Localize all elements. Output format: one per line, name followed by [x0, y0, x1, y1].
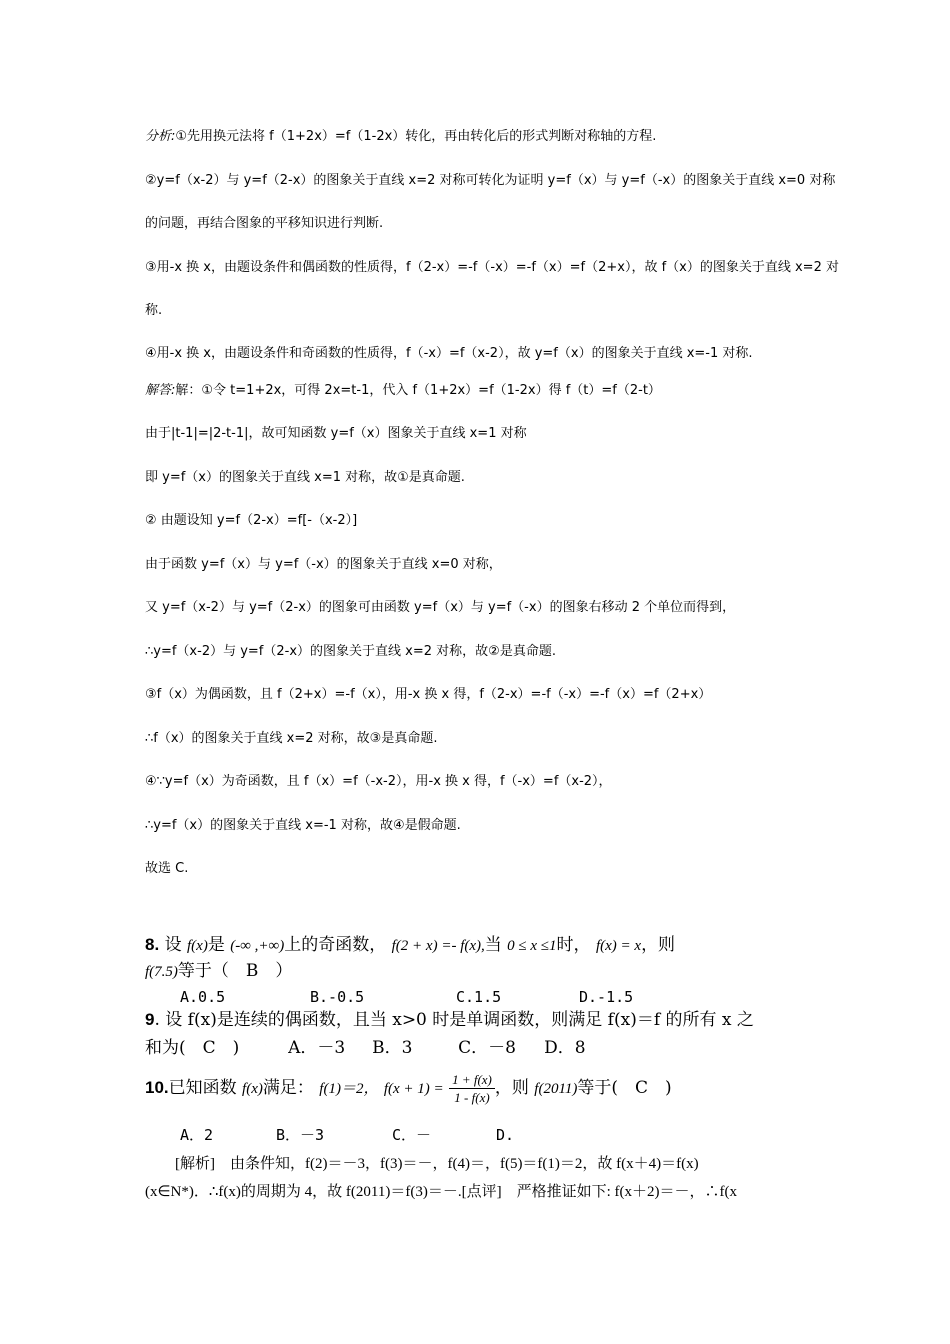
question-8-number: 8. — [145, 935, 160, 954]
answer-line-2: 由于|t-1|=|2-t-1|，故可知函数 y=f（x）图象关于直线 x=1 对称 — [145, 426, 527, 441]
answer-line-4: ② 由题设知 y=f（2-x）=f[-（x-2）] — [145, 513, 358, 528]
question-9: 9. 设 f(x)是连续的偶函数，且当 x>0 时是单调函数，则满足 f(x)＝f 的所有 x 之 — [145, 1010, 754, 1030]
analysis-line-1: 分析:①先用换元法将 f（1+2x）=f（1-2x）转化，再由转化后的形式判断对称轴的方程. — [145, 129, 657, 144]
question-9-number: 9 — [145, 1010, 155, 1029]
answer-line-5: 由于函数 y=f（x）与 y=f（-x）的图象关于直线 x=0 对称， — [145, 557, 502, 572]
question-8-option-d: D.-1.5 — [579, 988, 634, 1006]
question-10-fraction: $\frac{1 + f(x)}{1 - f(x)}$ — [449, 1072, 495, 1105]
answer-line-6: 又 y=f（x-2）与 y=f（2-x）的图象可由函数 y=f（x）与 y=f（-x）的图象右移动 2 个单位而得到， — [145, 600, 736, 615]
question-10-options — [180, 1125, 514, 1145]
question-9-option-a: A．－3 — [288, 1038, 346, 1058]
question-10-option-c: C．－ — [392, 1126, 432, 1144]
question-10-option-b: B．－3 — [276, 1126, 325, 1144]
answer-line-3: 即 y=f（x）的图象关于直线 x=1 对称，故①是真命题. — [145, 470, 465, 485]
answer-label: 解答: — [145, 383, 176, 398]
answer-line-8: ③f（x）为偶函数，且 f（2+x）=-f（x），用-x 换 x 得，f（2-x）=-f（-x）=-f（x）=f（2+x） — [145, 687, 712, 702]
answer-line-12: 故选 C. — [145, 861, 189, 876]
answer-line-11: ∴y=f（x）的图象关于直线 x=-1 对称，故④是假命题. — [145, 818, 461, 833]
question-8-line-2: f(7.5)等于（ B ） — [145, 961, 293, 981]
question-9-option-d: D．8 — [544, 1038, 586, 1058]
question-8-option-c: C.1.5 — [456, 988, 502, 1006]
question-10: 10.已知函数 f(x)满足： f(1)＝2， f(x + 1) = $\frac{1 + f(x)}{1 - f(x)}$ ，则 f(2011)等于( C ) — [145, 1072, 672, 1105]
question-9-option-b: B．3 — [372, 1038, 413, 1058]
question-8-option-a: A.0.5 — [180, 988, 226, 1006]
question-8-option-b: B.-0.5 — [310, 988, 365, 1006]
question-10-number: 10. — [145, 1078, 169, 1097]
question-8-options — [180, 987, 633, 1007]
question-10-option-d: D. — [496, 1126, 515, 1144]
solution-line-2: (x∈N*)．∴f(x)的周期为 4，故 f(2011)＝f(3)＝－.[点评] 严格推证如下: f(x＋2)＝－，∴f(x — [145, 1184, 737, 1200]
analysis-label: 分析: — [145, 129, 176, 144]
answer-line-7: ∴y=f（x-2）与 y=f（2-x）的图象关于直线 x=2 对称，故②是真命题. — [145, 644, 556, 659]
question-9-line-2: 和为( C ) A．－3 B．3 C．－8 D．8 — [145, 1038, 586, 1058]
analysis-line-6: ④用-x 换 x，由题设条件和奇函数的性质得，f（-x）=f（x-2），故 y=f（x）的图象关于直线 x=-1 对称. — [145, 346, 753, 361]
question-8: 8. 设 f(x)是 (-∞ ,+∞)上的奇函数， f(2 + x) =- f(x),当 0 ≤ x ≤1时， f(x) = x，则 — [145, 935, 676, 955]
question-10-option-a: A．2 — [180, 1126, 214, 1144]
answer-line-1: 解答:解：①令 t=1+2x，可得 2x=t-1，代入 f（1+2x）=f（1-2x）得 f（t）=f（2-t） — [145, 383, 661, 398]
answer-line-9: ∴f（x）的图象关于直线 x=2 对称，故③是真命题. — [145, 731, 438, 746]
analysis-line-2: ②y=f（x-2）与 y=f（2-x）的图象关于直线 x=2 对称可转化为证明 y=f（x）与 y=f（-x）的图象关于直线 x=0 对称 — [145, 173, 836, 188]
answer-line-10: ④∵y=f（x）为奇函数，且 f（x）=f（-x-2），用-x 换 x 得，f（-x）=f（x-2）， — [145, 774, 612, 789]
solution-line-1: [解析] 由条件知，f(2)＝－3，f(3)＝－，f(4)＝，f(5)＝f(1)＝2，故 f(x＋4)＝f(x) — [175, 1156, 699, 1172]
analysis-line-5: 称. — [145, 303, 163, 318]
analysis-line-4: ③用-x 换 x，由题设条件和偶函数的性质得，f（2-x）=-f（-x）=-f（x）=f（2+x），故 f（x）的图象关于直线 x=2 对 — [145, 260, 839, 275]
analysis-line-3: 的问题，再结合图象的平移知识进行判断. — [145, 216, 384, 231]
question-9-option-c: C．－8 — [458, 1038, 516, 1058]
